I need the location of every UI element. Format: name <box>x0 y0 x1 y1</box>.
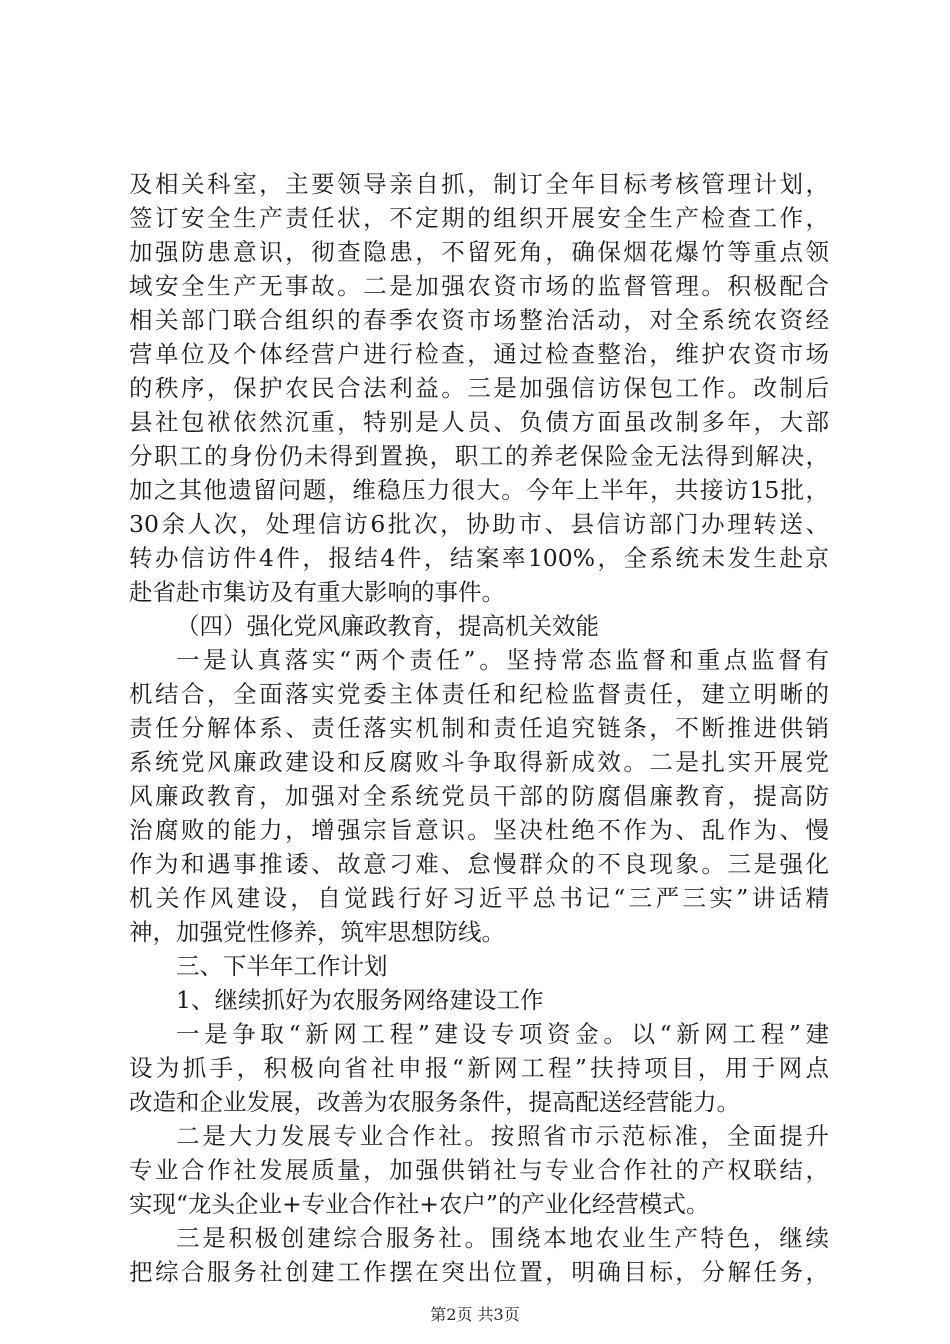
text-line: 系统党风廉政建设和反腐败斗争取得新成效。二是扎实开展党 <box>129 748 829 776</box>
text-line: 转办信访件4件，报结4件，结案率100%，全系统未发生赴京 <box>129 544 829 572</box>
text-line: 分职工的身份仍未得到置换，职工的养老保险金无法得到解决， <box>129 442 829 470</box>
text-line: 赴省赴市集访及有重大影响的事件。 <box>129 578 505 606</box>
text-line: 营单位及个体经营户进行检查，通过检查整治，维护农资市场 <box>129 340 829 368</box>
text-line: 加强防患意识，彻查隐患，不留死角，确保烟花爆竹等重点领 <box>129 238 829 266</box>
text-line: 二是大力发展专业合作社。按照省市示范标准，全面提升 <box>176 1122 829 1150</box>
text-line: 治腐败的能力，增强宗旨意识。坚决杜绝不作为、乱作为、慢 <box>129 816 829 844</box>
text-line: 及相关科室，主要领导亲自抓，制订全年目标考核管理计划， <box>129 170 829 198</box>
text-line: 责任分解体系、责任落实机制和责任追究链条，不断推进供销 <box>129 714 829 742</box>
text-line: 改造和企业发展，改善为农服务条件，提高配送经营能力。 <box>129 1088 740 1116</box>
text-line: 三是积极创建综合服务社。围绕本地农业生产特色，继续 <box>176 1224 829 1252</box>
text-line: 加之其他遗留问题，维稳压力很大。今年上半年，共接访15批， <box>129 476 829 504</box>
text-line: 风廉政教育，加强对全系统党员干部的防腐倡廉教育，提高防 <box>129 782 829 810</box>
text-line: 相关部门联合组织的春季农资市场整治活动，对全系统农资经 <box>129 306 829 334</box>
text-line: 一是认真落实“两个责任”。坚持常态监督和重点监督有 <box>176 646 829 674</box>
text-line: 实现“龙头企业+专业合作社+农户”的产业化经营模式。 <box>129 1190 710 1218</box>
text-line: 30余人次，处理信访6批次，协助市、县信访部门办理转送、 <box>129 510 829 538</box>
text-line: （四）强化党风廉政教育，提高机关效能 <box>176 612 599 640</box>
text-line: 神，加强党性修养，筑牢思想防线。 <box>129 918 505 946</box>
text-line: 1、继续抓好为农服务网络建设工作 <box>176 986 544 1014</box>
text-line: 把综合服务社创建工作摆在突出位置，明确目标，分解任务， <box>129 1258 829 1286</box>
text-line: 签订安全生产责任状，不定期的组织开展安全生产检查工作， <box>129 204 829 232</box>
text-line: 机结合，全面落实党委主体责任和纪检监督责任，建立明晰的 <box>129 680 829 708</box>
text-line: 县社包袱依然沉重，特别是人员、负债方面虽改制多年，大部 <box>129 408 829 436</box>
text-line: 专业合作社发展质量，加强供销社与专业合作社的产权联结， <box>129 1156 829 1184</box>
text-line: 作为和遇事推诿、故意刁难、怠慢群众的不良现象。三是强化 <box>129 850 829 878</box>
text-line: 的秩序，保护农民合法利益。三是加强信访保包工作。改制后 <box>129 374 829 402</box>
text-line: 机关作风建设，自觉践行好习近平总书记“三严三实”讲话精 <box>129 884 829 912</box>
text-line: 一是争取“新网工程”建设专项资金。以“新网工程”建 <box>176 1020 829 1048</box>
text-line: 设为抓手，积极向省社申报“新网工程”扶持项目，用于网点 <box>129 1054 829 1082</box>
page-footer: 第2页 共3页 <box>430 1305 520 1324</box>
document-body <box>129 167 829 1289</box>
text-line: 三、下半年工作计划 <box>176 952 388 980</box>
text-line: 域安全生产无事故。二是加强农资市场的监督管理。积极配合 <box>129 272 829 300</box>
